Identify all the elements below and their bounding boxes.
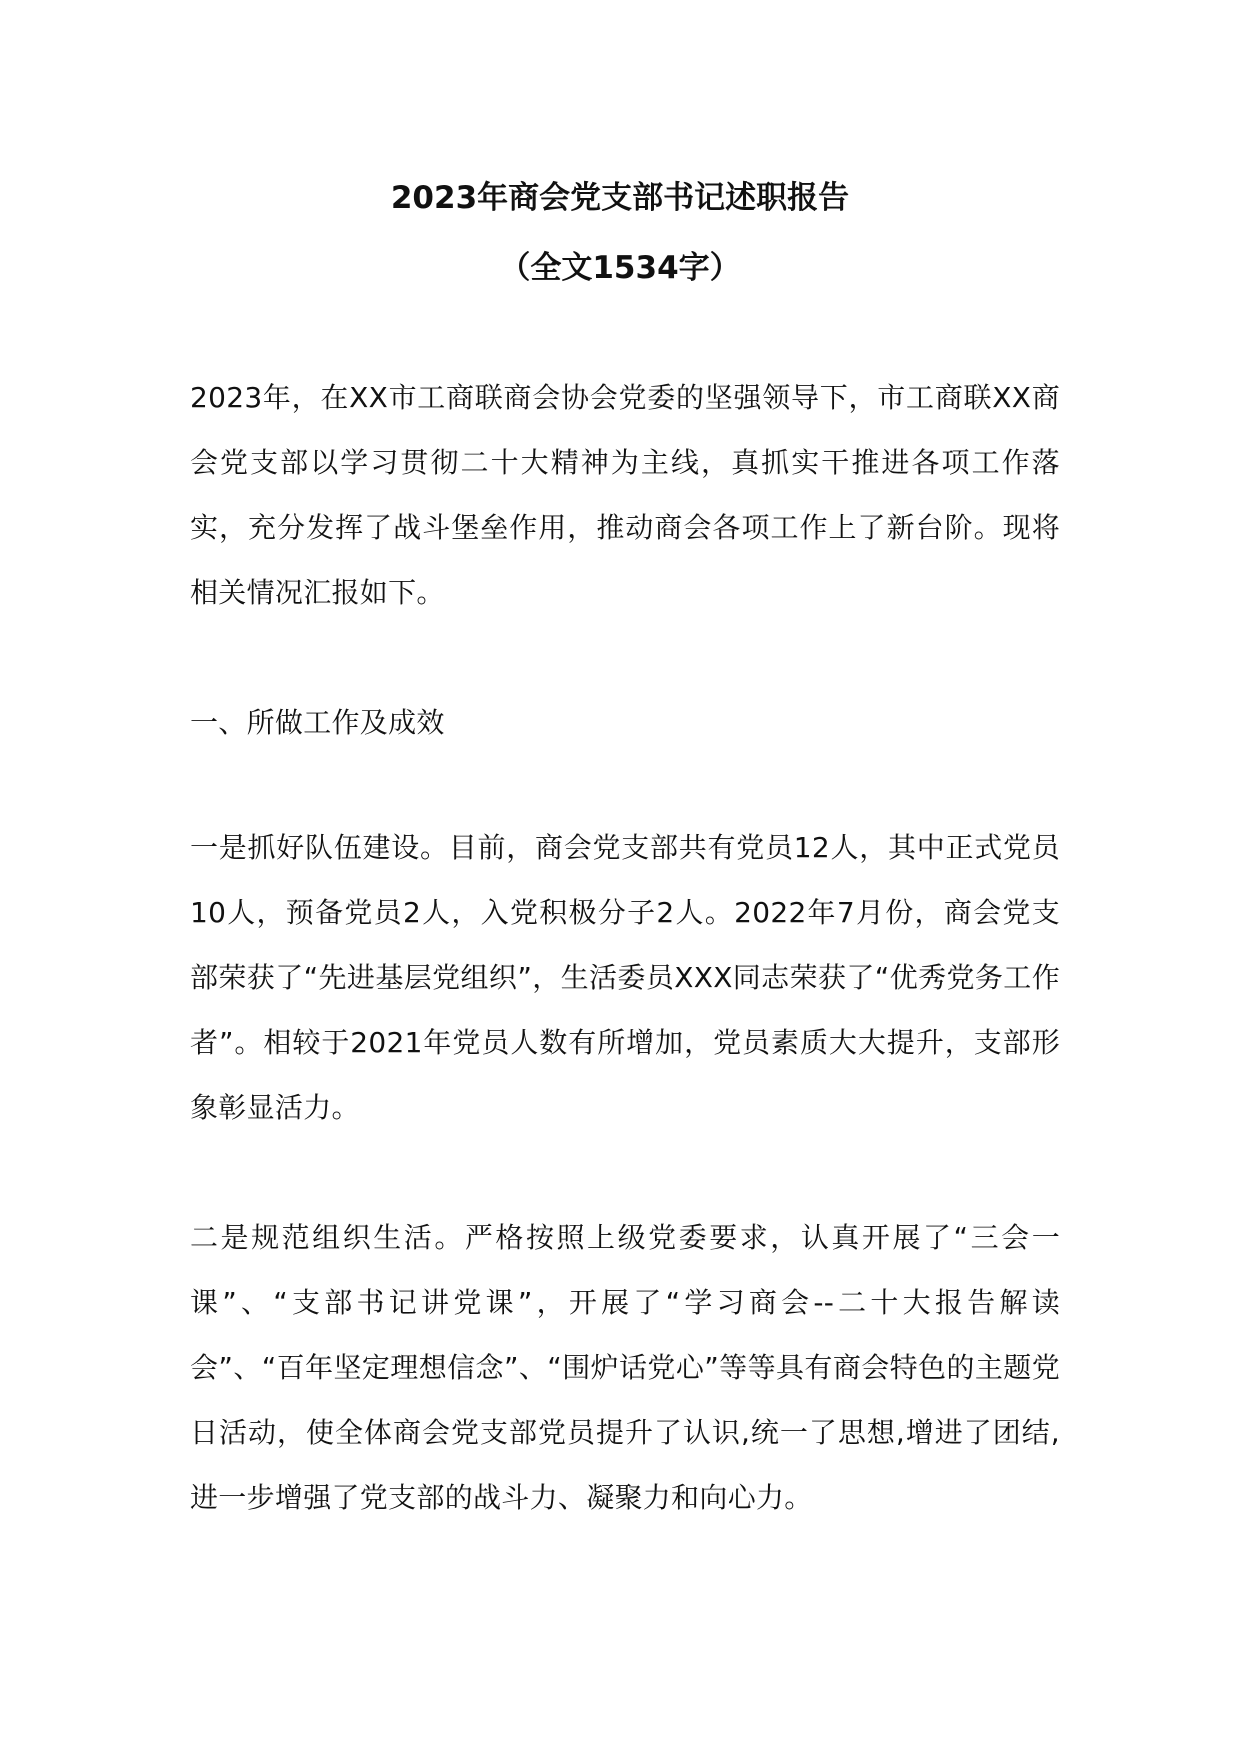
intro-paragraph: 2023年，在XX市工商联商会协会党委的坚强领导下，市工商联XX商会党支部以学习贯彻二十大精神为主线，真抓实干推进各项工作落实，充分发挥了战斗堡垒作用，推动商会各项工作上了新台阶。现将相关情况汇报如下。: [190, 381, 1060, 609]
document-title: 2023年商会党支部书记述职报告: [390, 180, 850, 216]
paragraph-organizational-life: 二是规范组织生活。严格按照上级党委要求，认真开展了“三会一课”、“支部书记讲党课”，开展了“学习商会--二十大报告解读会”、“百年坚定理想信念”、“围炉话党心”等等具有商会特色的主题党日活动，使全体商会党支部党员提升了认识,统一了思想,增进了团结,进一步增强了党支部的战斗力、凝聚力和向心力。: [190, 1221, 1060, 1514]
paragraph-team-building: 一是抓好队伍建设。目前，商会党支部共有党员12人，其中正式党员10人，预备党员2人，入党积极分子2人。2022年7月份，商会党支部荣获了“先进基层党组织”，生活委员XXX同志荣获了“优秀党务工作者”。相较于2021年党员人数有所增加，党员素质大大提升，支部形象彰显活力。: [190, 831, 1060, 1124]
section-heading: 一、所做工作及成效: [190, 706, 445, 739]
document-subtitle: （全文1534字）: [499, 250, 741, 286]
